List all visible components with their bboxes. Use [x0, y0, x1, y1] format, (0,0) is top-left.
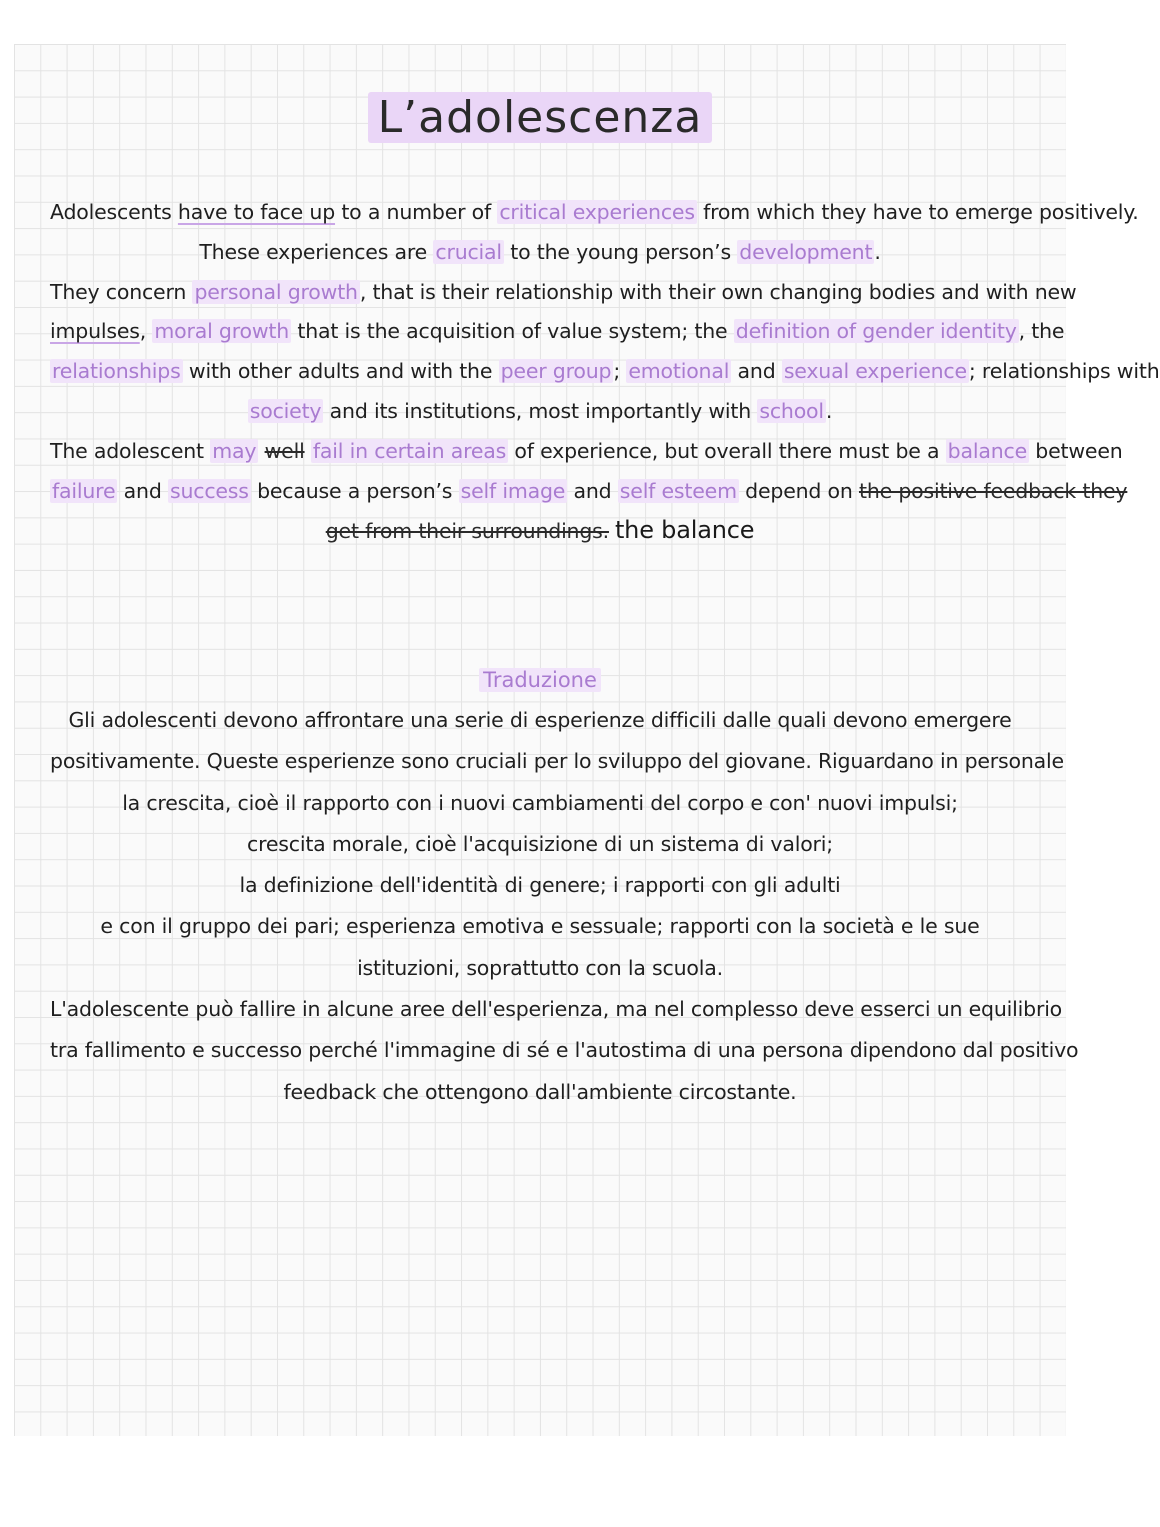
highlighted-phrase: emotional	[628, 359, 730, 384]
struck-phrase: the positive feedback they	[858, 478, 1128, 503]
handwritten-correction: the balance	[614, 516, 755, 545]
highlighted-phrase: personal growth	[194, 279, 358, 304]
translation-line-5: la definizione dell'identità di genere; i rapporti con gli adulti	[239, 873, 841, 898]
text-segment: The adolescent	[50, 438, 211, 463]
text-segment: ;	[613, 359, 627, 384]
struck-phrase: get from their surroundings.	[325, 519, 609, 544]
text-segment: .	[825, 398, 833, 423]
text-segment: , the	[1018, 319, 1065, 344]
text-segment	[305, 439, 311, 463]
highlighted-phrase: society	[249, 398, 322, 423]
underlined-phrase: have to face up	[177, 200, 336, 224]
highlighted-phrase: school	[759, 398, 824, 423]
english-line-7	[50, 432, 1123, 472]
text-segment: because a person’s	[250, 478, 459, 503]
highlighted-phrase: fail in certain areas	[312, 438, 507, 463]
text-segment: These experiences are	[199, 239, 434, 264]
translation-line-8: L'adolescente può fallire in alcune aree dell'esperienza, ma nel complesso deve esserci un equilibrio	[50, 997, 1063, 1022]
text-segment: .	[874, 239, 881, 264]
translation-heading	[0, 668, 1080, 692]
text-segment: ; relationships with	[968, 359, 1160, 384]
translation-line-9: tra fallimento e successo perché l'immagine di sé e l'autostima di una persona dipendono dal positivo	[50, 1038, 1079, 1063]
text-segment: to the young person’s	[503, 239, 738, 264]
underlined-phrase: impulses	[50, 319, 140, 344]
text-segment: to a number of	[335, 200, 498, 224]
highlighted-phrase: peer group	[500, 359, 612, 384]
english-line-6	[50, 392, 1030, 432]
highlighted-phrase: sexual experience	[783, 359, 967, 384]
text-segment: ,	[139, 319, 153, 344]
text-segment: , that is their relationship with their own changing bodies and with new	[359, 279, 1077, 304]
text-segment: with other adults and with the	[182, 359, 499, 384]
text-segment: They concern	[50, 279, 193, 304]
translation-line-7: istituzioni, soprattutto con la scuola.	[357, 955, 723, 980]
english-line-9	[50, 511, 1030, 552]
translation-line-3: la crescita, cioè il rapporto con i nuovi cambiamenti del corpo e con' nuovi impulsi;	[122, 790, 958, 815]
text-segment: and	[731, 359, 782, 384]
translation-line-1: Gli adolescenti devono affrontare una serie di esperienze difficili dalle quali devono emergere	[68, 708, 1012, 732]
text-segment: depend on	[738, 478, 859, 503]
page-title	[0, 92, 1080, 143]
translation-heading-text: Traduzione	[479, 668, 601, 692]
struck-word: well	[264, 438, 305, 463]
page-title-text: L’adolescenza	[368, 92, 713, 143]
text-segment: from which they have to emerge positively.	[696, 200, 1139, 224]
highlighted-phrase: balance	[947, 438, 1027, 463]
english-paragraph	[50, 193, 1160, 552]
text-segment: that is the acquisition of value system; the	[291, 319, 734, 344]
highlighted-phrase: relationships	[52, 359, 181, 384]
translation-paragraph	[50, 700, 1079, 1113]
translation-line-6: e con il gruppo dei pari; esperienza emotiva e sessuale; rapporti con la società e le sue	[100, 914, 980, 939]
highlighted-phrase: success	[169, 478, 249, 503]
highlighted-phrase: definition of gender identity	[735, 319, 1017, 344]
english-line-2	[50, 233, 1030, 273]
highlighted-phrase: critical experiences	[499, 200, 695, 224]
english-line-4	[50, 312, 1065, 352]
text-segment: of experience, but overall there must be a	[508, 438, 946, 463]
highlighted-phrase: self esteem	[619, 478, 737, 503]
text-segment: and	[117, 478, 168, 503]
highlighted-phrase: development	[739, 239, 873, 264]
highlighted-phrase: moral growth	[154, 319, 290, 344]
english-line-1	[50, 193, 1139, 233]
english-line-5	[50, 352, 1160, 392]
text-segment: and	[567, 478, 618, 503]
text-segment: Adolescents	[50, 200, 178, 224]
translation-line-4: crescita morale, cioè l'acquisizione di un sistema di valori;	[247, 831, 833, 856]
translation-line-10: feedback che ottengono dall'ambiente circostante.	[283, 1079, 797, 1104]
translation-line-2: positivamente. Queste esperienze sono cruciali per lo sviluppo del giovane. Riguardano in personale	[50, 749, 1064, 774]
highlighted-phrase: crucial	[435, 239, 502, 264]
english-line-3	[50, 273, 1077, 313]
english-line-8	[50, 472, 1128, 512]
text-segment: between	[1028, 438, 1123, 463]
highlighted-phrase: self image	[460, 478, 566, 503]
text-segment: and its institutions, most importantly with	[323, 398, 758, 423]
highlighted-phrase: may	[212, 438, 257, 463]
highlighted-phrase: failure	[52, 478, 116, 503]
